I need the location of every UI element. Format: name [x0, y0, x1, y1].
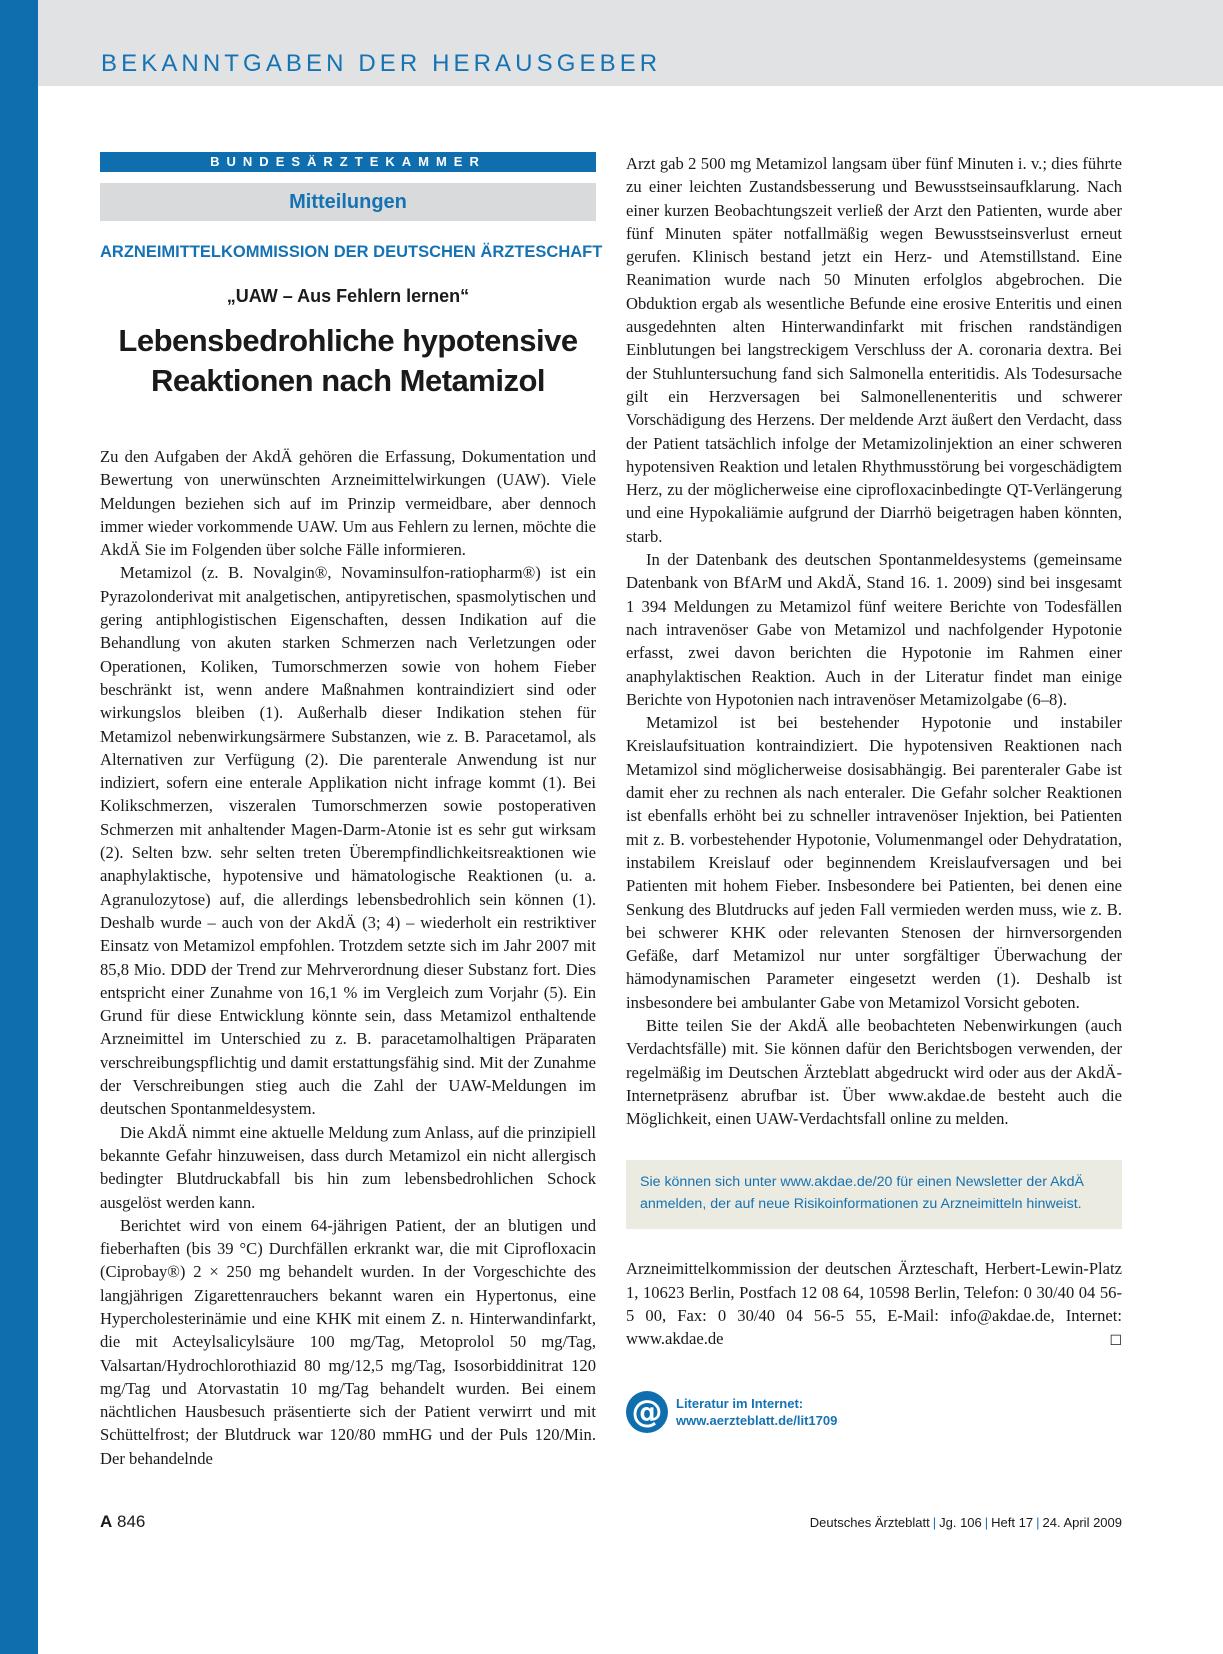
literature-label: Literatur im Internet:: [676, 1395, 804, 1411]
section-subtitle: Mitteilungen: [100, 183, 596, 221]
section-label: BUNDESÄRZTEKAMMER: [100, 152, 596, 172]
headline-line-2: Reaktionen nach Metamizol: [150, 363, 546, 398]
literature-reference: [626, 1391, 1122, 1433]
paragraph: Die AkdÄ nimmt eine aktuelle Meldung zum Anlass, auf die prinzipiell bekannte Gefahr hinzuweisen, dass durch Metamizol ein nicht allergisch bedingter Blutdruckabfall bis hin zum lebensbedrohlichen Schock ausgelöst werden kann.: [100, 1122, 596, 1212]
article-kicker: „UAW – Aus Fehlern lernen“: [226, 286, 470, 306]
journal-date: 24. April 2009: [1042, 1515, 1122, 1530]
left-body-text: [100, 445, 596, 1470]
address-text: Arzneimittelkommission der deutschen Ärzteschaft, Herbert-Lewin-Platz 1, 10623 Berlin, Postfach 12 08 64, 10598 Berlin, Telefon: 0 30/40 04 56-5 00, Fax: 0 30/40 04 56-5 55, E-Mail: info@akdae.de, Internet: www.akdae.de: [626, 1259, 1122, 1349]
literature-link[interactable]: www.aerzteblatt.de/lit1709: [676, 1412, 838, 1428]
paragraph: Zu den Aufgaben der AkdÄ gehören die Erfassung, Dokumentation und Bewertung von unerwünschten Arzneimittelwirkungen (UAW). Viele Meldungen beziehen sich auf im Prinzip vermeidbare, aber dennoch immer wieder vorkommende UAW. Um aus Fehlern zu lernen, möchte die AkdÄ Sie im Folgenden über solche Fälle informieren.: [100, 447, 596, 560]
journal-volume: Jg. 106: [939, 1515, 982, 1530]
article-headline: [100, 321, 596, 401]
paragraph: Arzt gab 2 500 mg Metamizol langsam über fünf Minuten i. v.; dies führte zu einer leichten Zustandsbesserung und Bewusstseinsaufklarung. Nach einer kurzen Beobachtungszeit verließ der Arzt den Patienten, wurde aber fünf Minuten später notfallmäßig wegen Bewusstseinsverlust erneut gerufen. Klinisch bestand jetzt ein Herz- und Atemstillstand. Eine Reanimation wurde nach 50 Minuten erfolglos abgebrochen. Die Obduktion ergab als wesentliche Befunde eine erosive Enteritis und einen ausgedehnten alten Hinterwandinfarkt mit frischen randständigen Einblutungen bei langstreckigem Verschluss der A. coronaria dextra. Bei der Stuhluntersuchung fand sich Salmonella enteritidis. Als Todesursache gilt ein Herzversagen bei Salmonellenenteritis und schwerer Vorschädigung des Herzens. Der meldende Arzt äußert den Verdacht, dass der Patient tatsächlich infolge der Metamizolinjektion an einer schweren hypotensiven Reaktion und letalen Rhythmusstörung bei vorgeschädigtem Herz, zu der möglicherweise eine ciprofloxacinbedingte QT-Verlängerung und eine Hypokaliämie aufgrund der Diarrhö beigetragen haben könnten, starb.: [626, 154, 1122, 546]
end-of-article-mark: ☐: [1109, 1333, 1122, 1350]
journal-footer: Deutsches Ärzteblatt | Jg. 106 | Heft 17 | 24. April 2009: [809, 1515, 1122, 1530]
paragraph: Bitte teilen Sie der AkdÄ alle beobachteten Nebenwirkungen (auch Verdachtsfälle) mit. Sie können dafür den Berichtsbogen verwenden, der regelmäßig im Deutschen Ärzteblatt abgedruckt wird oder aus der AkdÄ-Internetpräsenz abrufbar ist. Über www.akdae.de besteht auch die Möglichkeit, einen UAW-Verdachtsfall online zu melden.: [626, 1015, 1122, 1129]
newsletter-info-box: Sie können sich unter www.akdae.de/20 für einen Newsletter der AkdÄ anmelden, der auf neue Risikoinformationen zu Arzneimitteln hinweist.: [626, 1160, 1122, 1229]
at-icon: @: [626, 1391, 668, 1433]
literature-text: [676, 1395, 837, 1429]
right-body-text: [626, 152, 1122, 1130]
left-column: [100, 152, 603, 1470]
page-number-value: 846: [117, 1512, 146, 1531]
headline-line-1: Lebensbedrohliche hypotensive: [118, 323, 578, 358]
page-number: [100, 1512, 145, 1532]
contact-address: [626, 1257, 1122, 1350]
paragraph: Berichtet wird von einem 64-jährigen Patient, der an blutigen und fieberhaften (bis 39 °C) Durchfällen erkrankt war, die mit Ciprofloxacin (Ciprobay®) 2 × 250 mg behandelt wurden. In der Vorgeschichte des langjährigen Zigarettenrauchers bekannt waren ein Hypertonus, eine Hypercholesterinämie und eine KHK mit einem Z. n. Hinterwandinfarkt, die mit Acteylsalicylsäure 100 mg/Tag, Metoprolol 50 mg/Tag, Valsartan/Hydrochlorothiazid 80 mg/12,5 mg/Tag, Isosorbiddinitrat 120 mg/Tag und Atorvastatin 10 mg/Tag behandelt wurden. Bei einem nächtlichen Hausbesuch präsentierte sich der Patient verwirrt und mit Schüttelfrost; der Blutdruck war 120/80 mmHG und der Puls 120/Min. Der behandelnde: [100, 1215, 596, 1468]
journal-name: Deutsches Ärzteblatt: [809, 1515, 930, 1530]
journal-issue: Heft 17: [991, 1515, 1034, 1530]
paragraph: Metamizol ist bei bestehender Hypotonie und instabiler Kreislaufsituation kontraindiziert. Die hypotensiven Reaktionen nach Metamizol sind möglicherweise dosisabhängig. Bei parenteraler Gabe ist damit eher zu rechnen als nach enteraler. Die Gefahr solcher Reaktionen ist ebenfalls erhöht bei zu schneller intravenöser Injektion, bei Patienten mit z. B. vorbestehender Hypotonie, Volumenmangel oder Dehydratation, instabilem Kreislauf oder beginnendem Kreislaufversagen und bei Patienten mit hohem Fieber. Insbesondere bei Patienten, bei denen eine Senkung des Blutdrucks auf jeden Fall vermieden werden muss, wie z. B. bei schwerer KHK oder relevanten Stenosen der hirnversorgenden Gefäße, darf Metamizol nur unter sorgfältiger Überwachung der hämodynamischen Parameter eingesetzt werden (1). Deshalb ist insbesondere bei ambulanter Gabe von Metamizol Vorsicht geboten.: [626, 713, 1122, 1012]
page-prefix: A: [100, 1512, 113, 1531]
page-header-title: BEKANNTGABEN DER HERAUSGEBER: [101, 50, 662, 77]
right-column: [626, 152, 1122, 1433]
paragraph: Metamizol (z. B. Novalgin®, Novaminsulfon-ratiopharm®) ist ein Pyrazolonderivat mit analgetischen, antipyretischen, spasmolytischen und gering antiphlogistischen Eigenschaften, dessen Indikation auf die Behandlung von akuten starken Schmerzen nach Verletzungen oder Operationen, Koliken, Tumorschmerzen sowie von hohem Fieber beschränkt ist, wenn andere Maßnahmen kontraindiziert sind oder wirkungslos bleiben (1). Außerhalb dieser Indikation stehen für Metamizol nebenwirkungsärmere Substanzen, wie z. B. Paracetamol, als Alternativen zur Verfügung (2). Die parenterale Anwendung ist nur indiziert, sofern eine enterale Applikation nicht infrage kommt (1). Bei Kolikschmerzen, viszeralen Tumorschmerzen sowie postoperativen Schmerzen mit anhaltender Magen-Darm-Atonie ist es sehr gut wirksam (2). Selten bzw. sehr selten treten Überempfindlichkeitsreaktionen wie anaphylaktische, hypotensive und hämatologische Reaktionen (u. a. Agranulozytose) auf, die allerdings lebensbedrohlich sein können (1). Deshalb wurde – auch von der AkdÄ (3; 4) – wiederholt ein restriktiver Einsatz von Metamizol empfohlen. Trotzdem setzte sich im Jahr 2007 mit 85,8 Mio. DDD der Trend zur Mehrverordnung dieser Substanz fort. Dies entspricht einer Zunahme von 16,1 % im Vergleich zum Vorjahr (5). Ein Grund für diese Entwicklung könnte sein, dass Metamizol enthaltende Arzneimittel im Unterschied zu z. B. paracetamolhaltigen Präparaten verschreibungspflichtig und damit erstattungsfähig sind. Mit der Zunahme der Verschreibungen stieg auch die Zahl der UAW-Meldungen im deutschen Spontanmeldesystem.: [100, 563, 596, 1119]
organization-heading: ARZNEIMITTELKOMMISSION DER DEUTSCHEN ÄRZTESCHAFT: [100, 243, 603, 261]
left-accent-bar: [0, 0, 38, 1654]
paragraph: In der Datenbank des deutschen Spontanmeldesystems (gemeinsame Datenbank von BfArM und AkdÄ, Stand 16. 1. 2009) sind bei insgesamt 1 394 Meldungen zu Metamizol fünf weitere Berichte von Todesfällen nach intravenöser Gabe von Metamizol und nachfolgender Hypotonie erfasst, zwei davon berichten die Hypotonie im Rahmen einer anaphylaktischen Reaktion. Auch in der Literatur findet man einige Berichte von Hypotonien nach intravenöser Metamizolgabe (6–8).: [626, 550, 1122, 709]
